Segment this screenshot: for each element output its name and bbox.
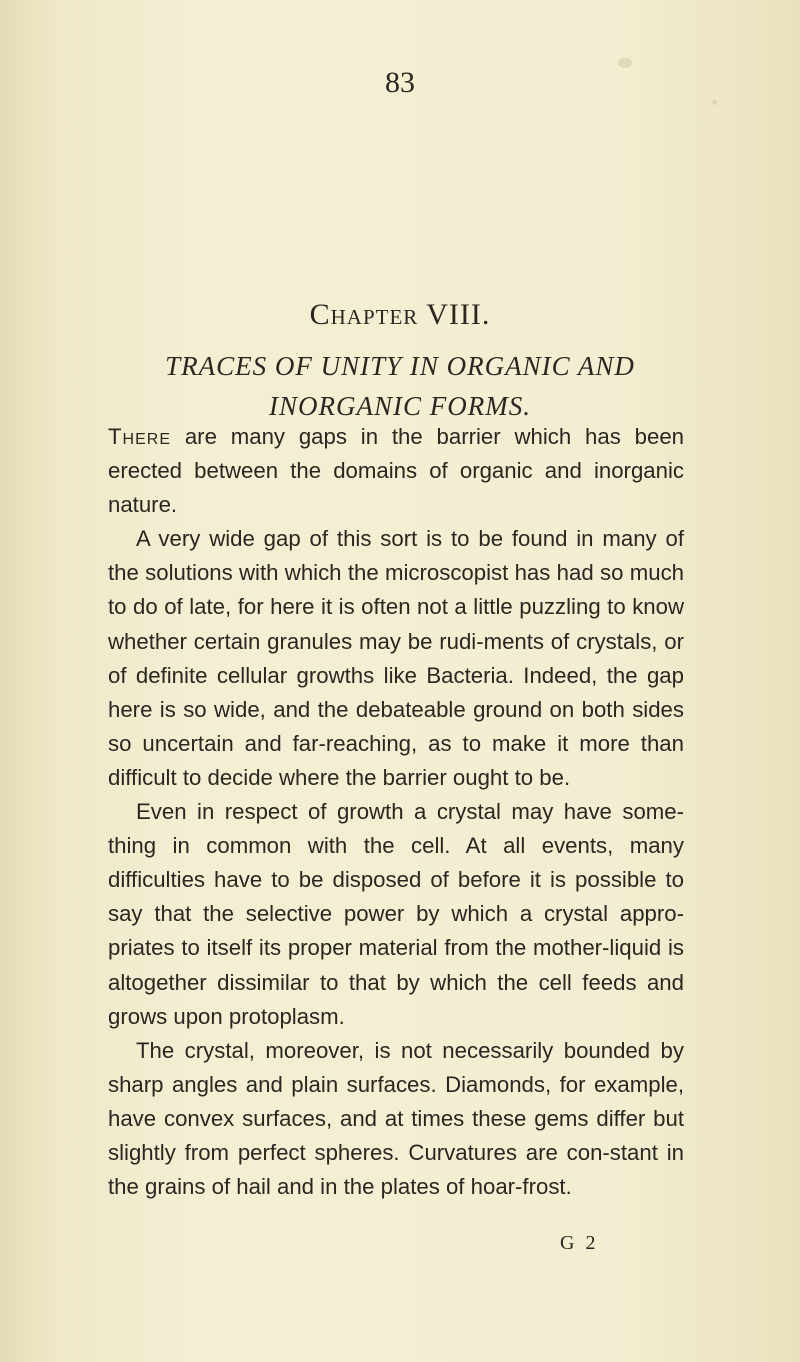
signature-mark: G 2 [560,1232,599,1254]
paragraph: A very wide gap of this sort is to be found in many of the solutions with which the microscopist has had so much to do of late, for here it is often not a little puzzling to know whether certain granules may be rudi-ments of crystals, or of definite cellular growths like Bacteria. Indeed, the gap here is so wide, and the debateable ground on both sides so uncertain and far-reaching, as to make it more than difficult to decide where the barrier ought to be. [108,526,684,790]
page-number: 83 [385,66,415,99]
chapter-title-line-1: TRACES OF UNITY IN ORGANIC AND [165,351,635,381]
chapter-title [0,346,800,426]
paragraph-lead-word: There [108,424,172,449]
body-text [108,420,684,1204]
paragraph: Even in respect of growth a crystal may have some-thing in common with the cell. At all events, many difficulties have to be disposed of before it is possible to say that the selective power by which a crystal appro-priates to itself its proper material from the mother-liquid is altogether dissimilar to that by which the cell feeds and grows upon protoplasm. [108,799,684,1029]
paragraph: The crystal, moreover, is not necessarily bounded by sharp angles and plain surfaces. Diamonds, for example, have convex surfaces, and at times these gems differ but slightly from perfect spheres. Curvatures are con-stant in the grains of hail and in the plates of hoar-frost. [108,1037,684,1200]
paper-stain [712,100,717,105]
chapter-heading-text: Chapter VIII. [309,298,491,331]
paragraph-text: are many gaps in the barrier which has been erected between the domains of organic and inorganic nature. [108,424,684,518]
paragraph [108,420,684,522]
chapter-heading [0,298,800,332]
chapter-title-line-2: INORGANIC FORMS. [269,391,531,421]
